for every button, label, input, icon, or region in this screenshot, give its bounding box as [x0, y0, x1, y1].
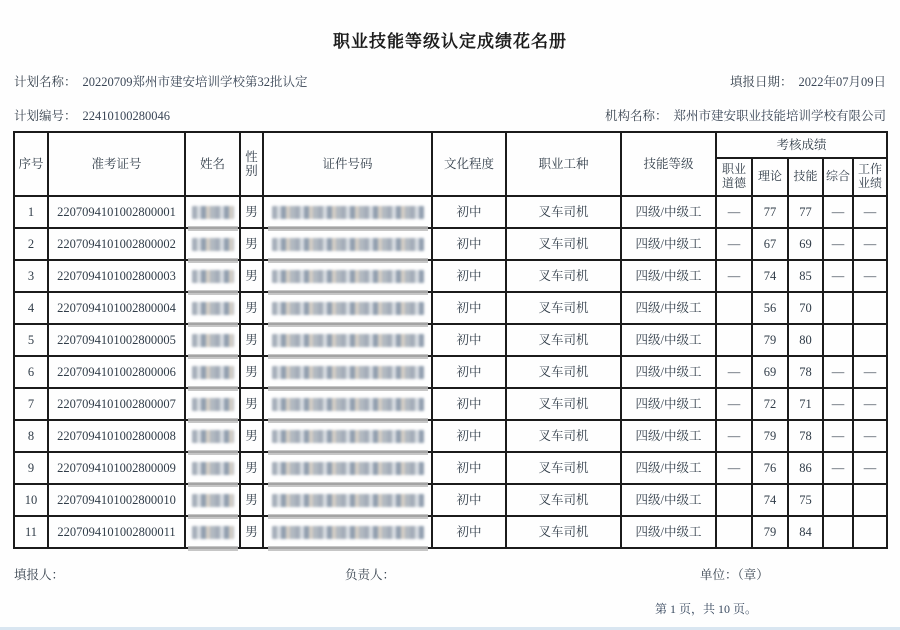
cell-theory: 67	[752, 228, 788, 260]
unit-seal-label: 单位：（章）	[700, 568, 769, 582]
redacted-name	[192, 366, 234, 379]
cell-occupation: 叉车司机	[506, 452, 621, 484]
cell-skill-level: 四级/中级工	[621, 292, 716, 324]
report-date-value: 2022年07月09日	[798, 75, 886, 89]
redaction-smudge	[268, 226, 428, 231]
table-row	[14, 452, 887, 484]
col-header-ethics: 职业道德	[716, 158, 752, 196]
redacted-id-number	[272, 302, 424, 315]
cell-occupation: 叉车司机	[506, 388, 621, 420]
cell-theory: 79	[752, 324, 788, 356]
redaction-smudge	[188, 226, 238, 231]
table-body	[14, 196, 887, 548]
cell-education: 初中	[432, 452, 506, 484]
cell-seq: 11	[14, 516, 48, 548]
cell-name	[185, 420, 240, 452]
cell-name	[185, 324, 240, 356]
table-row	[14, 260, 887, 292]
cell-work-performance	[853, 292, 887, 324]
cell-seq: 7	[14, 388, 48, 420]
redacted-id-number	[272, 398, 424, 411]
table-row	[14, 196, 887, 228]
redacted-id-number	[272, 526, 424, 539]
cell-name	[185, 452, 240, 484]
redacted-id-number	[272, 238, 424, 251]
cell-work-performance	[853, 484, 887, 516]
meta-row-2	[14, 107, 886, 125]
cell-admission-no: 2207094101002800008	[48, 420, 185, 452]
cell-skill: 85	[788, 260, 823, 292]
cell-skill: 80	[788, 324, 823, 356]
plan-name	[14, 73, 308, 91]
cell-admission-no: 2207094101002800003	[48, 260, 185, 292]
table-row	[14, 356, 887, 388]
cell-ethics: —	[716, 228, 752, 260]
redaction-smudge	[268, 386, 428, 391]
cell-ethics: —	[716, 452, 752, 484]
col-header-seq: 序号	[14, 132, 48, 196]
cell-gender: 男	[240, 452, 263, 484]
cell-id-no	[263, 356, 432, 388]
redaction-smudge	[268, 354, 428, 359]
cell-gender: 男	[240, 356, 263, 388]
redacted-name	[192, 430, 234, 443]
redaction-smudge	[188, 258, 238, 263]
cell-skill-level: 四级/中级工	[621, 420, 716, 452]
table-row	[14, 420, 887, 452]
cell-gender: 男	[240, 516, 263, 548]
signature-row	[14, 565, 886, 583]
cell-education: 初中	[432, 292, 506, 324]
cell-admission-no: 2207094101002800005	[48, 324, 185, 356]
redaction-smudge	[268, 258, 428, 263]
cell-theory: 76	[752, 452, 788, 484]
redacted-id-number	[272, 494, 424, 507]
cell-education: 初中	[432, 516, 506, 548]
cell-theory: 74	[752, 260, 788, 292]
cell-id-no	[263, 452, 432, 484]
cell-skill: 69	[788, 228, 823, 260]
cell-education: 初中	[432, 196, 506, 228]
cell-id-no	[263, 196, 432, 228]
cell-ethics: —	[716, 420, 752, 452]
cell-work-performance: —	[853, 260, 887, 292]
col-header-skill: 技能	[788, 158, 823, 196]
cell-ethics	[716, 292, 752, 324]
redacted-name	[192, 494, 234, 507]
cell-ethics: —	[716, 196, 752, 228]
cell-skill: 70	[788, 292, 823, 324]
cell-gender: 男	[240, 388, 263, 420]
col-header-occupation: 职业工种	[506, 132, 621, 196]
table-header	[14, 132, 887, 196]
cell-skill-level: 四级/中级工	[621, 260, 716, 292]
redaction-smudge	[188, 450, 238, 455]
cell-work-performance: —	[853, 452, 887, 484]
table-row	[14, 292, 887, 324]
redaction-smudge	[188, 546, 238, 551]
cell-theory: 79	[752, 516, 788, 548]
cell-theory: 79	[752, 420, 788, 452]
cell-admission-no: 2207094101002800002	[48, 228, 185, 260]
col-header-comprehensive: 综合	[823, 158, 853, 196]
redaction-smudge	[188, 354, 238, 359]
cell-seq: 10	[14, 484, 48, 516]
col-header-education: 文化程度	[432, 132, 506, 196]
cell-comprehensive: —	[823, 356, 853, 388]
cell-id-no	[263, 292, 432, 324]
cell-work-performance: —	[853, 196, 887, 228]
cell-ethics	[716, 484, 752, 516]
cell-name	[185, 196, 240, 228]
score-roster-table	[13, 131, 888, 549]
cell-skill-level: 四级/中级工	[621, 516, 716, 548]
cell-occupation: 叉车司机	[506, 292, 621, 324]
cell-skill-level: 四级/中级工	[621, 228, 716, 260]
cell-skill: 84	[788, 516, 823, 548]
cell-gender: 男	[240, 292, 263, 324]
cell-skill: 78	[788, 356, 823, 388]
col-header-id-no: 证件号码	[263, 132, 432, 196]
org-name-label: 机构名称：	[604, 109, 668, 123]
table-row	[14, 324, 887, 356]
cell-theory: 56	[752, 292, 788, 324]
plan-no-label: 计划编号：	[14, 109, 77, 123]
cell-comprehensive: —	[823, 196, 853, 228]
cell-work-performance: —	[853, 356, 887, 388]
cell-education: 初中	[432, 388, 506, 420]
cell-seq: 3	[14, 260, 48, 292]
cell-ethics	[716, 324, 752, 356]
table-row	[14, 516, 887, 548]
cell-occupation: 叉车司机	[506, 196, 621, 228]
cell-occupation: 叉车司机	[506, 516, 621, 548]
report-date-label: 填报日期：	[729, 75, 793, 89]
cell-id-no	[263, 228, 432, 260]
redaction-smudge	[188, 418, 238, 423]
cell-seq: 2	[14, 228, 48, 260]
cell-seq: 1	[14, 196, 48, 228]
cell-id-no	[263, 484, 432, 516]
cell-id-no	[263, 420, 432, 452]
redacted-name	[192, 462, 234, 475]
cell-id-no	[263, 324, 432, 356]
plan-name-label: 计划名称：	[14, 75, 77, 89]
org-name	[605, 107, 886, 125]
col-header-name: 姓名	[185, 132, 240, 196]
col-header-work-performance: 工作业绩	[853, 158, 887, 196]
cell-ethics	[716, 516, 752, 548]
redacted-id-number	[272, 430, 424, 443]
cell-gender: 男	[240, 484, 263, 516]
cell-skill-level: 四级/中级工	[621, 484, 716, 516]
redaction-smudge	[268, 418, 428, 423]
redacted-id-number	[272, 334, 424, 347]
cell-seq: 4	[14, 292, 48, 324]
page-number-info: 第 1 页，共 10 页。	[655, 602, 758, 616]
cell-name	[185, 388, 240, 420]
cell-name	[185, 260, 240, 292]
col-header-skill-level: 技能等级	[621, 132, 716, 196]
redaction-smudge	[268, 546, 428, 551]
redacted-name	[192, 270, 234, 283]
cell-admission-no: 2207094101002800009	[48, 452, 185, 484]
cell-skill-level: 四级/中级工	[621, 452, 716, 484]
cell-comprehensive: —	[823, 388, 853, 420]
cell-skill-level: 四级/中级工	[621, 324, 716, 356]
cell-theory: 77	[752, 196, 788, 228]
cell-work-performance	[853, 516, 887, 548]
redacted-id-number	[272, 206, 424, 219]
redaction-smudge	[268, 322, 428, 327]
cell-skill: 86	[788, 452, 823, 484]
cell-ethics: —	[716, 260, 752, 292]
cell-occupation: 叉车司机	[506, 420, 621, 452]
cell-skill: 75	[788, 484, 823, 516]
plan-no-value: 22410100280046	[82, 109, 171, 123]
cell-seq: 6	[14, 356, 48, 388]
cell-skill: 77	[788, 196, 823, 228]
cell-admission-no: 2207094101002800006	[48, 356, 185, 388]
cell-occupation: 叉车司机	[506, 228, 621, 260]
filler-label: 填报人：	[14, 568, 65, 582]
cell-seq: 8	[14, 420, 48, 452]
cell-comprehensive	[823, 516, 853, 548]
cell-admission-no: 2207094101002800001	[48, 196, 185, 228]
redaction-smudge	[188, 386, 238, 391]
cell-education: 初中	[432, 324, 506, 356]
manager-label: 负责人：	[345, 568, 396, 582]
cell-education: 初中	[432, 420, 506, 452]
plan-no	[14, 107, 170, 125]
redaction-smudge	[188, 482, 238, 487]
cell-ethics: —	[716, 388, 752, 420]
cell-skill-level: 四级/中级工	[621, 388, 716, 420]
cell-seq: 5	[14, 324, 48, 356]
cell-skill: 71	[788, 388, 823, 420]
cell-education: 初中	[432, 484, 506, 516]
table-row	[14, 228, 887, 260]
cell-name	[185, 516, 240, 548]
cell-admission-no: 2207094101002800011	[48, 516, 185, 548]
cell-gender: 男	[240, 324, 263, 356]
redaction-smudge	[268, 514, 428, 519]
cell-admission-no: 2207094101002800010	[48, 484, 185, 516]
redacted-name	[192, 398, 234, 411]
redacted-name	[192, 526, 234, 539]
cell-work-performance: —	[853, 228, 887, 260]
cell-name	[185, 484, 240, 516]
cell-gender: 男	[240, 420, 263, 452]
table-row	[14, 484, 887, 516]
cell-name	[185, 356, 240, 388]
cell-ethics: —	[716, 356, 752, 388]
cell-theory: 69	[752, 356, 788, 388]
cell-id-no	[263, 388, 432, 420]
cell-comprehensive: —	[823, 420, 853, 452]
header-row-group	[14, 132, 887, 158]
redacted-id-number	[272, 270, 424, 283]
plan-name-value: 20220709郑州市建安培训学校第32批认定	[82, 75, 308, 89]
cell-gender: 男	[240, 196, 263, 228]
org-name-value: 郑州市建安职业技能培训学校有限公司	[673, 109, 886, 123]
cell-skill: 78	[788, 420, 823, 452]
redaction-smudge	[268, 290, 428, 295]
redacted-name	[192, 302, 234, 315]
redacted-id-number	[272, 366, 424, 379]
report-date	[730, 73, 886, 91]
cell-comprehensive	[823, 484, 853, 516]
cell-admission-no: 2207094101002800007	[48, 388, 185, 420]
cell-occupation: 叉车司机	[506, 324, 621, 356]
cell-comprehensive	[823, 292, 853, 324]
cell-gender: 男	[240, 228, 263, 260]
redaction-smudge	[188, 290, 238, 295]
col-header-admission-no: 准考证号	[48, 132, 185, 196]
cell-comprehensive: —	[823, 228, 853, 260]
cell-work-performance: —	[853, 388, 887, 420]
redaction-smudge	[268, 482, 428, 487]
page-title: 职业技能等级认定成绩花名册	[333, 32, 567, 51]
cell-name	[185, 228, 240, 260]
col-header-theory: 理论	[752, 158, 788, 196]
cell-seq: 9	[14, 452, 48, 484]
cell-id-no	[263, 516, 432, 548]
cell-gender: 男	[240, 260, 263, 292]
table-row	[14, 388, 887, 420]
cell-work-performance	[853, 324, 887, 356]
cell-education: 初中	[432, 260, 506, 292]
col-header-gender: 性别	[240, 132, 263, 196]
cell-skill-level: 四级/中级工	[621, 196, 716, 228]
cell-occupation: 叉车司机	[506, 260, 621, 292]
cell-comprehensive: —	[823, 452, 853, 484]
redacted-name	[192, 334, 234, 347]
redaction-smudge	[268, 450, 428, 455]
cell-comprehensive	[823, 324, 853, 356]
cell-theory: 72	[752, 388, 788, 420]
redaction-smudge	[188, 322, 238, 327]
cell-work-performance: —	[853, 420, 887, 452]
cell-occupation: 叉车司机	[506, 356, 621, 388]
col-header-score-group: 考核成绩	[716, 132, 887, 158]
cell-skill-level: 四级/中级工	[621, 356, 716, 388]
cell-occupation: 叉车司机	[506, 484, 621, 516]
cell-theory: 74	[752, 484, 788, 516]
cell-admission-no: 2207094101002800004	[48, 292, 185, 324]
redacted-id-number	[272, 462, 424, 475]
redaction-smudge	[188, 514, 238, 519]
cell-name	[185, 292, 240, 324]
cell-education: 初中	[432, 356, 506, 388]
meta-row-1	[14, 73, 886, 91]
cell-education: 初中	[432, 228, 506, 260]
redacted-name	[192, 206, 234, 219]
redacted-name	[192, 238, 234, 251]
cell-comprehensive: —	[823, 260, 853, 292]
cell-id-no	[263, 260, 432, 292]
